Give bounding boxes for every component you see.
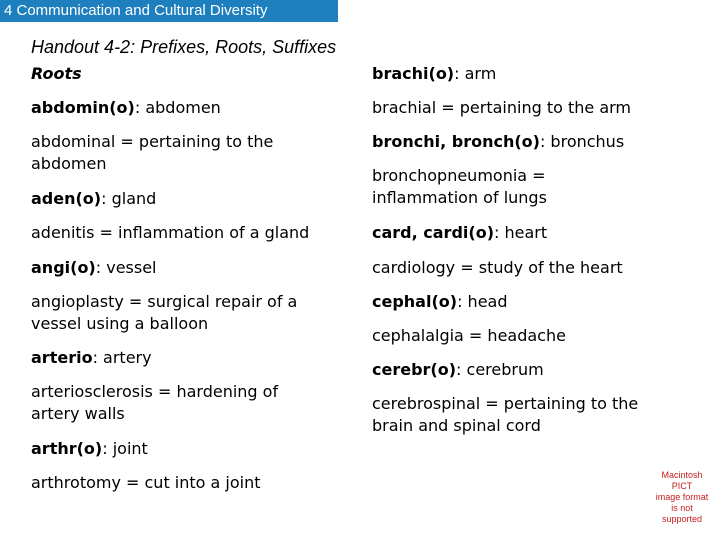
definition-bronchopneumonia-line2: inflammation of lungs	[372, 188, 547, 207]
definition-bronchopneumonia-line1: bronchopneumonia =	[372, 166, 546, 185]
definition-cerebrospinal-line1: cerebrospinal = pertaining to the	[372, 394, 639, 413]
root-meaning: : arm	[454, 64, 497, 83]
root-meaning: : cerebrum	[456, 360, 544, 379]
definition-brachial: brachial = pertaining to the arm	[372, 98, 631, 117]
root-aden	[31, 188, 156, 210]
placeholder-line: image format	[655, 492, 709, 502]
root-meaning: : gland	[101, 189, 157, 208]
definition-cephalalgia: cephalalgia = headache	[372, 326, 566, 345]
roots-heading: Roots	[31, 64, 82, 83]
header-bar	[0, 0, 338, 22]
definition-abdominal-line1: abdominal = pertaining to the	[31, 132, 274, 151]
root-arterio	[31, 347, 152, 369]
root-bronchi	[372, 131, 624, 153]
root-term: abdomin(o)	[31, 98, 135, 117]
definition-arthrotomy: arthrotomy = cut into a joint	[31, 473, 261, 492]
root-term: bronchi, bronch(o)	[372, 132, 540, 151]
root-term: aden(o)	[31, 189, 102, 208]
root-term: cephal(o)	[372, 292, 458, 311]
root-term: brachi(o)	[372, 64, 455, 83]
root-term: card, cardi(o)	[372, 223, 494, 242]
definition-arteriosclerosis-line1: arteriosclerosis = hardening of	[31, 382, 279, 401]
root-brachi	[372, 63, 496, 85]
root-card	[372, 222, 547, 244]
root-abdomin	[31, 97, 221, 119]
root-angi	[31, 257, 157, 279]
definition-adenitis: adenitis = inflammation of a gland	[31, 223, 310, 242]
placeholder-line: Macintosh PICT	[661, 470, 703, 491]
definition-angioplasty-line1: angioplasty = surgical repair of a	[31, 292, 298, 311]
definition-cerebrospinal-line2: brain and spinal cord	[372, 416, 541, 435]
definition-abdominal-line2: abdomen	[31, 154, 107, 173]
root-meaning: : vessel	[95, 258, 157, 277]
root-term: arterio	[31, 348, 93, 367]
placeholder-line: is not supported	[661, 503, 703, 524]
root-meaning: : abdomen	[134, 98, 221, 117]
definition-cardiology: cardiology = study of the heart	[372, 258, 623, 277]
root-meaning: : head	[457, 292, 508, 311]
root-cephal	[372, 291, 508, 313]
root-term: cerebr(o)	[372, 360, 457, 379]
root-meaning: : bronchus	[539, 132, 625, 151]
root-term: angi(o)	[31, 258, 96, 277]
root-arthr	[31, 438, 148, 460]
root-meaning: : artery	[92, 348, 152, 367]
header-title: 4 Communication and Cultural Diversity	[4, 2, 268, 19]
definition-arteriosclerosis-line2: artery walls	[31, 404, 125, 423]
root-meaning: : joint	[102, 439, 148, 458]
handout-title: Handout 4-2: Prefixes, Roots, Suffixes	[31, 37, 337, 57]
root-meaning: : heart	[494, 223, 548, 242]
unsupported-image-placeholder	[650, 470, 714, 525]
definition-angioplasty-line2: vessel using a balloon	[31, 314, 209, 333]
root-cerebr	[372, 359, 544, 381]
root-term: arthr(o)	[31, 439, 103, 458]
